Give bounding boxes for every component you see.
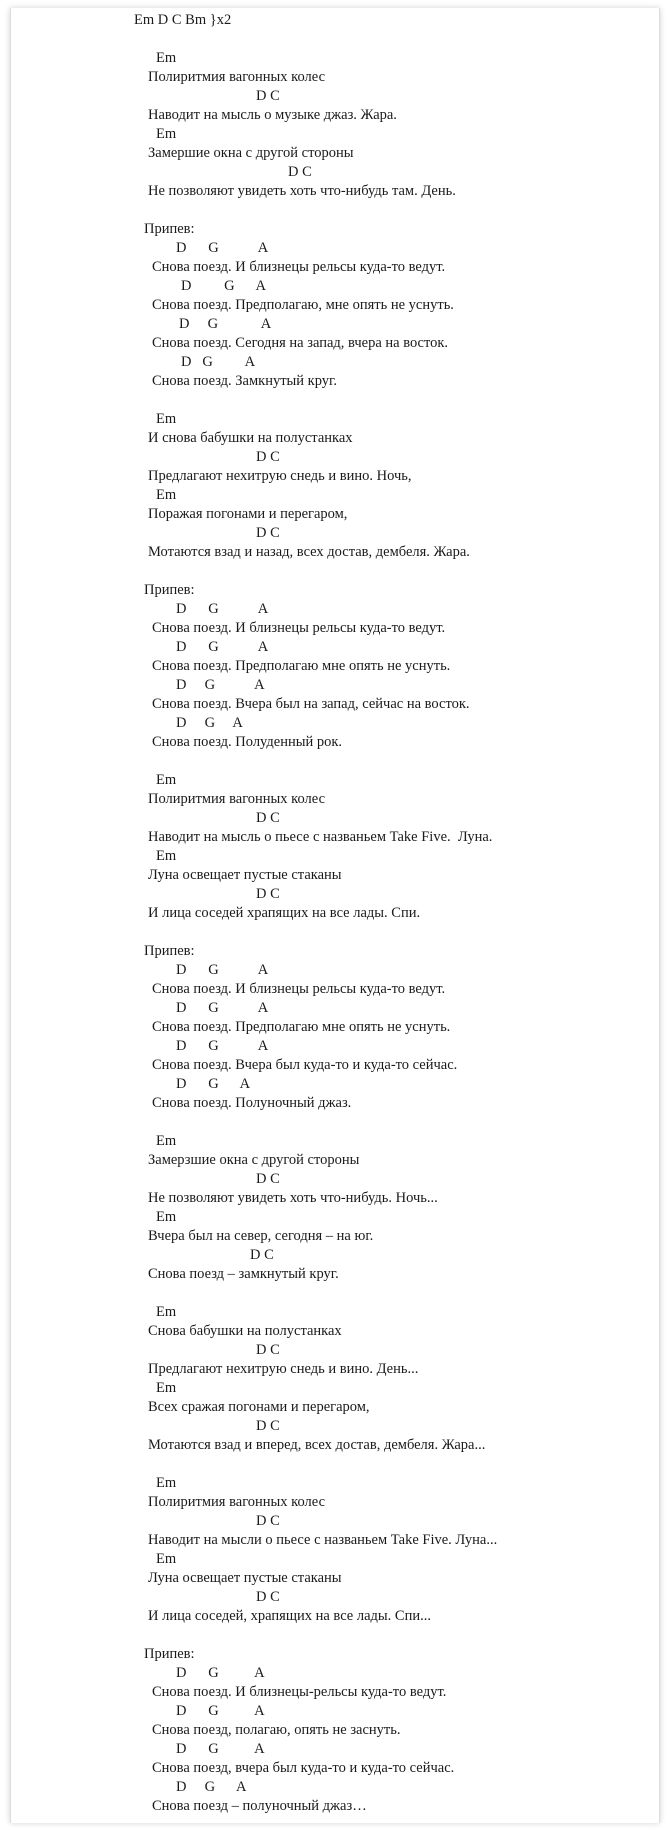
lyric-line: Припев: bbox=[144, 943, 195, 959]
lyric-line: Вчера был на север, сегодня – на юг. bbox=[148, 1228, 374, 1244]
chord-line: Em bbox=[156, 50, 177, 66]
chord-line: D G A bbox=[176, 677, 265, 693]
chord-line: D G A bbox=[176, 962, 269, 978]
lyric-line: Снова поезд. Вчера был на запад, сейчас на восток. bbox=[152, 696, 470, 712]
lyric-line: Снова поезд. Предполагаю мне опять не уснуть. bbox=[152, 1019, 451, 1035]
lyric-line: Луна освещает пустые стаканы bbox=[148, 867, 342, 883]
lyric-line: Снова поезд. И близнецы-рельсы куда-то ведут. bbox=[152, 1684, 447, 1700]
chord-line: Em bbox=[156, 1133, 177, 1149]
chord-line: Em bbox=[156, 1209, 177, 1225]
chord-line: D C bbox=[250, 1247, 274, 1263]
lyric-line: Снова поезд – замкнутый круг. bbox=[148, 1266, 339, 1282]
lyric-line: Снова поезд, полагаю, опять не заснуть. bbox=[152, 1722, 401, 1738]
lyric-line: Снова бабушки на полустанках bbox=[148, 1323, 342, 1339]
lyric-line: Всех сражая погонами и перегаром, bbox=[148, 1399, 370, 1415]
chord-line: D G A bbox=[176, 1741, 265, 1757]
lyric-line: Снова поезд. Вчера был куда-то и куда-то сейчас. bbox=[152, 1057, 458, 1073]
chord-line: D G A bbox=[176, 639, 269, 655]
chord-line: D G A bbox=[176, 1779, 247, 1795]
lyric-line: Мотаются взад и вперед, всех достав, дембеля. Жара... bbox=[148, 1437, 486, 1453]
chord-line: Em bbox=[156, 126, 177, 142]
lyric-line: Замерзшие окна с другой стороны bbox=[148, 1152, 360, 1168]
chord-line: Em bbox=[156, 772, 177, 788]
lyric-line: Не позволяют увидеть хоть что-нибудь там. День. bbox=[148, 183, 456, 199]
lyric-line: Поражая погонами и перегаром, bbox=[148, 506, 348, 522]
chord-line: D G A bbox=[179, 316, 272, 332]
chord-line: D G A bbox=[176, 240, 269, 256]
chord-line: D G A bbox=[176, 1665, 265, 1681]
lyric-line: Снова поезд. Предполагаю, мне опять не уснуть. bbox=[152, 297, 454, 313]
chord-line: Em bbox=[156, 1304, 177, 1320]
lyric-line: И снова бабушки на полустанках bbox=[148, 430, 353, 446]
lyrics-sheet bbox=[10, 8, 660, 1823]
lyric-line: Мотаются взад и назад, всех достав, дембеля. Жара. bbox=[148, 544, 470, 560]
chord-line: D C bbox=[256, 1589, 280, 1605]
chord-line: D G A bbox=[176, 601, 269, 617]
chord-line: D G A bbox=[176, 715, 243, 731]
chord-line: D C bbox=[256, 449, 280, 465]
lyric-line: Снова поезд – полуночный джаз… bbox=[152, 1798, 367, 1814]
chord-line: D G A bbox=[176, 1703, 265, 1719]
chord-line: Em bbox=[156, 1475, 177, 1491]
lyric-line: Не позволяют увидеть хоть что-нибудь. Ночь... bbox=[148, 1190, 438, 1206]
lyric-line: Снова поезд. Предполагаю мне опять не уснуть. bbox=[152, 658, 451, 674]
chord-line: D G A bbox=[176, 1076, 251, 1092]
lyric-line: Предлагают нехитрую снедь и вино. День... bbox=[148, 1361, 419, 1377]
lyric-line: Снова поезд. И близнецы рельсы куда-то ведут. bbox=[152, 981, 446, 997]
chord-line: D C bbox=[256, 810, 280, 826]
chord-line: D C bbox=[256, 1513, 280, 1529]
lyric-line: Наводит на мысли о пьесе с названьем Take Five. Луна... bbox=[148, 1532, 498, 1548]
lyric-line: Полиритмия вагонных колес bbox=[148, 69, 326, 85]
chord-line: D G A bbox=[181, 354, 256, 370]
chord-line: D C bbox=[288, 164, 312, 180]
chord-line: Em bbox=[156, 1551, 177, 1567]
lyric-line: Полиритмия вагонных колес bbox=[148, 1494, 326, 1510]
lyric-line: И лица соседей храпящих на все лады. Спи. bbox=[148, 905, 421, 921]
chord-line: D G A bbox=[176, 1038, 269, 1054]
lyric-line: Снова поезд, вчера был куда-то и куда-то сейчас. bbox=[152, 1760, 455, 1776]
chord-line: Em bbox=[156, 848, 177, 864]
chord-line: D C bbox=[256, 88, 280, 104]
lyric-line: Припев: bbox=[144, 582, 195, 598]
chord-line: D G A bbox=[176, 1000, 269, 1016]
lyric-line: Снова поезд. Сегодня на запад, вчера на восток. bbox=[152, 335, 449, 351]
lyric-line: Наводит на мысль о музыке джаз. Жара. bbox=[148, 107, 397, 123]
chord-line: Em bbox=[156, 1380, 177, 1396]
lyric-line: Снова поезд. И близнецы рельсы куда-то ведут. bbox=[152, 620, 446, 636]
lyric-line: Луна освещает пустые стаканы bbox=[148, 1570, 342, 1586]
chord-line: Em bbox=[156, 411, 177, 427]
lyric-line: Снова поезд. Замкнутый круг. bbox=[152, 373, 337, 389]
chord-line: D C bbox=[256, 1171, 280, 1187]
lyric-line: Снова поезд. Полуденный рок. bbox=[152, 734, 343, 750]
chord-line: D C bbox=[256, 886, 280, 902]
lyric-line: Снова поезд. Полуночный джаз. bbox=[152, 1095, 352, 1111]
chord-line: D G A bbox=[181, 278, 266, 294]
chord-line: D C bbox=[256, 1418, 280, 1434]
chord-line: Em bbox=[156, 487, 177, 503]
lyric-line: Предлагают нехитрую снедь и вино. Ночь, bbox=[148, 468, 412, 484]
lyric-line: Полиритмия вагонных колес bbox=[148, 791, 326, 807]
chord-line: D C bbox=[256, 525, 280, 541]
lyric-line: Припев: bbox=[144, 221, 195, 237]
chord-line: Em D C Bm }x2 bbox=[134, 12, 232, 28]
lyric-line: Снова поезд. И близнецы рельсы куда-то ведут. bbox=[152, 259, 446, 275]
lyric-line: Наводит на мысль о пьесе с названьем Take Five. Луна. bbox=[148, 829, 493, 845]
lyric-line: И лица соседей, храпящих на все лады. Спи... bbox=[148, 1608, 431, 1624]
lyric-line: Припев: bbox=[144, 1646, 195, 1662]
lyric-line: Замершие окна с другой стороны bbox=[148, 145, 354, 161]
chord-line: D C bbox=[256, 1342, 280, 1358]
